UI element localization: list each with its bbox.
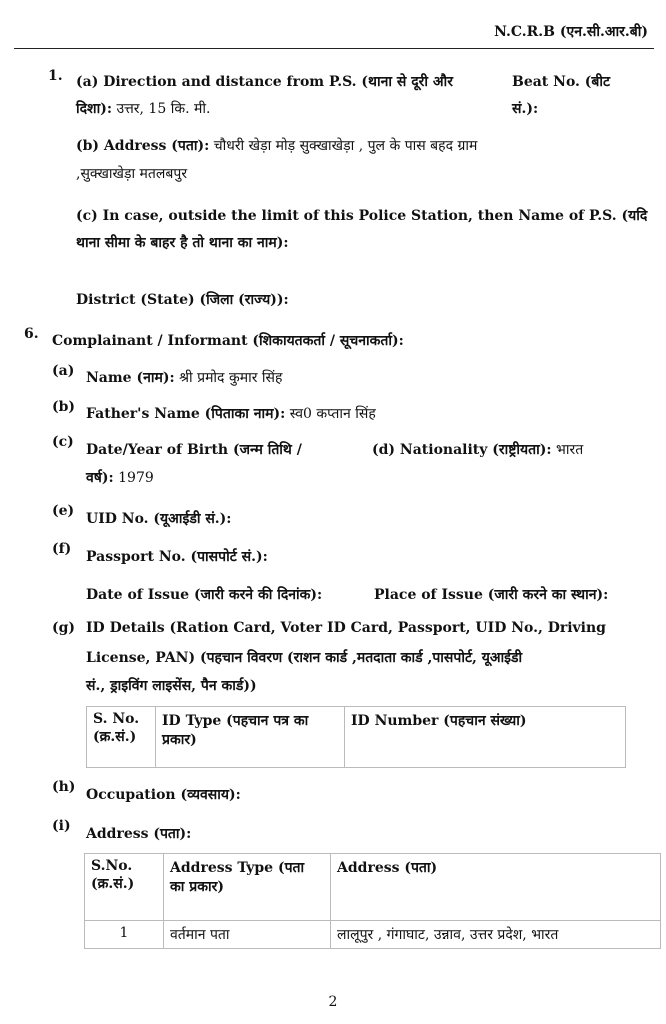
address-table	[84, 853, 661, 949]
mark-e: (e)	[52, 503, 75, 519]
dob-row2	[86, 468, 154, 487]
item6-number: 6.	[24, 326, 39, 342]
id-details-table	[86, 706, 626, 768]
nationality-row	[372, 440, 583, 459]
dob-label-cont: वर्ष):	[86, 470, 114, 486]
father-value: स्व0 कप्तान सिंह	[289, 406, 376, 422]
item1-number: 1.	[48, 68, 63, 84]
beat-label: Beat No. (बीट	[512, 74, 611, 90]
id-details-label-2: License, PAN) (पहचान विवरण (राशन कार्ड ,मतदाता कार्ड ,पासपोर्ट, यूआईडी	[86, 650, 523, 666]
col-sno: S. No. (क्र.सं.)	[87, 707, 156, 768]
mark-a: (a)	[52, 363, 75, 379]
direction-row2	[76, 99, 210, 118]
col-address: Address (पता)	[331, 854, 661, 921]
address-row	[76, 136, 477, 155]
issue-date-label: Date of Issue (जारी करने की दिनांक):	[86, 587, 323, 603]
issue-place-label: Place of Issue (जारी करने का स्थान):	[374, 587, 609, 603]
col-address-type: Address Type (पता का प्रकार)	[164, 854, 331, 921]
mark-h: (h)	[52, 779, 76, 795]
mark-f: (f)	[52, 541, 72, 557]
name-row	[86, 368, 282, 387]
col-id-type: ID Type (पहचान पत्र का प्रकार)	[156, 707, 345, 768]
dob-label: Date/Year of Birth (जन्म तिथि /	[86, 442, 302, 458]
uid-label: UID No. (यूआईडी सं.):	[86, 511, 232, 527]
id-details-label: ID Details (Ration Card, Voter ID Card, Passport, UID No., Driving	[86, 620, 606, 636]
table-header-row	[87, 707, 626, 768]
table-header-row	[85, 854, 661, 921]
name-label: Name (नाम):	[86, 370, 175, 386]
district-label: District (State) (जिला (राज्य)):	[76, 292, 289, 308]
name-value: श्री प्रमोद कुमार सिंह	[179, 370, 283, 386]
cell-address: लालूपुर , गंगाघाट, उन्नाव, उत्तर प्रदेश, भारत	[331, 921, 661, 949]
beat-label-cont: सं.):	[512, 101, 539, 117]
address-value: चौधरी खेड़ा मोड़ सुक्खाखेड़ा , पुल के पास बहद ग्राम	[213, 138, 478, 154]
nationality-label: (d) Nationality (राष्ट्रीयता):	[372, 442, 552, 458]
header-rule	[14, 48, 654, 49]
mark-i: (i)	[52, 818, 71, 834]
cell-sno: 1	[85, 921, 164, 949]
page-number: 2	[328, 994, 338, 1010]
col-sno: S.No. (क्र.सं.)	[85, 854, 164, 921]
direction-value: उत्तर, 15 कि. मी.	[116, 101, 211, 117]
mark-b: (b)	[52, 399, 76, 415]
occupation-label: Occupation (व्यवसाय):	[86, 787, 241, 803]
nationality-value: भारत	[556, 442, 584, 458]
father-row	[86, 404, 376, 423]
residence-address-label: Address (पता):	[86, 826, 192, 842]
mark-c: (c)	[52, 434, 74, 450]
table-row	[85, 921, 661, 949]
address-label: (b) Address (पता):	[76, 138, 210, 154]
passport-label: Passport No. (पासपोर्ट सं.):	[86, 549, 268, 565]
mark-g: (g)	[52, 620, 76, 636]
outside-ps-label-cont: थाना सीमा के बाहर है तो थाना का नाम):	[76, 235, 289, 251]
dob-value: 1979	[118, 470, 154, 486]
direction-label: (a) Direction and distance from P.S. (थाना से दूरी और	[76, 74, 453, 90]
outside-ps-label: (c) In case, outside the limit of this Police Station, then Name of P.S. (यदि	[76, 208, 648, 224]
complainant-title: Complainant / Informant (शिकायतकर्ता / सूचनाकर्ता):	[52, 333, 404, 349]
direction-label-cont: दिशा):	[76, 101, 112, 117]
id-details-label-3: सं., ड्राइविंग लाइसेंस, पैन कार्ड))	[86, 678, 257, 694]
cell-address-type: वर्तमान पता	[164, 921, 331, 949]
father-label: Father's Name (पिताका नाम):	[86, 406, 286, 422]
col-id-number: ID Number (पहचान संख्या)	[345, 707, 626, 768]
header-title: N.C.R.B (एन.सी.आर.बी)	[494, 24, 648, 40]
address-value-cont: ,सुक्खाखेड़ा मतलबपुर	[76, 166, 188, 182]
